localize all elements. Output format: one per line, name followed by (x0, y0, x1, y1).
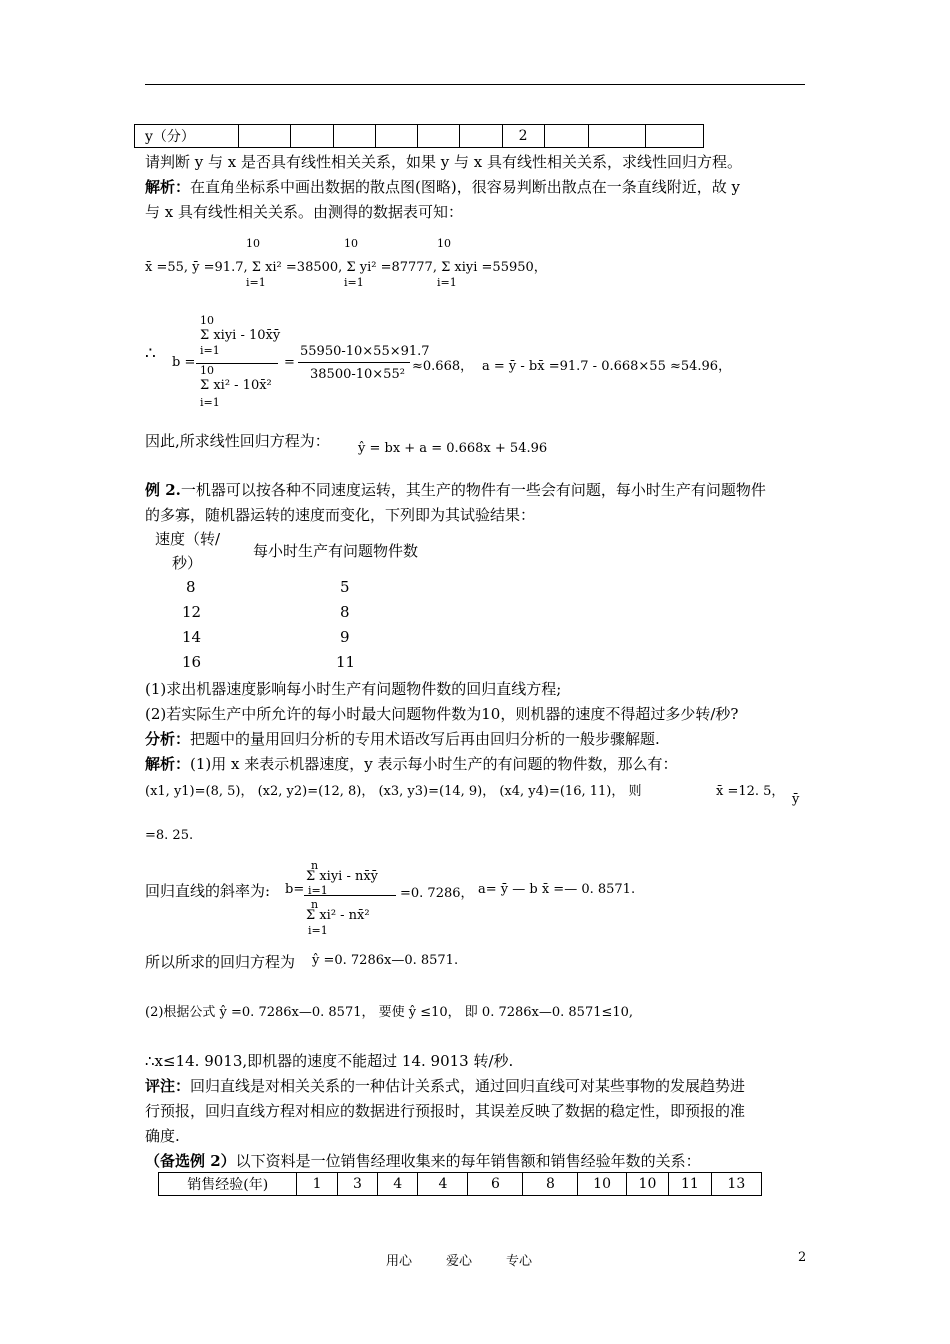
sum-lower-3: i=1 (437, 276, 457, 289)
y-mean-symbol: ȳ (792, 792, 800, 807)
table-cell (459, 125, 502, 148)
comment-line-2: 行预报，回归直线方程对相应的数据进行预报时，其误差反映了数据的稳定性，即预报的准 (145, 1102, 746, 1120)
comment-line-1 (145, 1075, 745, 1096)
b-numerator-value: 55950-10×55×91.7 (300, 344, 430, 359)
sum-lower-1: i=1 (246, 276, 266, 289)
table-row (135, 125, 704, 148)
table-row-label: y（分） (135, 125, 239, 148)
sales-value: 10 (626, 1173, 668, 1196)
analysis-line-1 (145, 176, 740, 197)
sum-upper-1: 10 (246, 237, 260, 250)
backup-example (145, 1150, 701, 1171)
count-value: 5 (340, 578, 350, 596)
sales-value: 4 (378, 1173, 418, 1196)
slope-den-lower: i=1 (308, 924, 328, 937)
b-denominator-value: 38500-10×55² (310, 367, 405, 382)
table-row (159, 1173, 762, 1196)
sum-upper-2: 10 (344, 237, 358, 250)
regression-text: 所以所求的回归方程为 (145, 953, 296, 971)
data-points: (x1, y1)=(8, 5)， (x2, y2)=(12, 8)， (x3, y3)=(14, 9)， (x4, y4)=(16, 11)， 则 (145, 784, 642, 799)
final-answer: ∴x≤14. 9013,即机器的速度不能超过 14. 9013 转/秒. (145, 1052, 514, 1070)
count-value: 11 (336, 653, 356, 671)
header-rule (145, 84, 805, 85)
analysis-text-1: 在直角坐标系中画出数据的散点图(图略)，很容易判断出散点在一条直线附近，故 y (190, 178, 740, 196)
sales-label: 销售经验(年) (159, 1173, 297, 1196)
intercept: a= ȳ — b x̄ =— 0. 8571. (478, 882, 636, 897)
sales-table (158, 1172, 762, 1196)
b-den-lower: i=1 (200, 396, 220, 409)
slope-numerator: Σ xiyi - nx̄ȳ (306, 869, 379, 884)
speed-header-b: 秒） (172, 554, 203, 572)
analysis-line-2: 与 x 具有线性相关关系。由测得的数据表可知： (145, 203, 463, 221)
sales-value: 11 (669, 1173, 711, 1196)
sales-value: 4 (418, 1173, 468, 1196)
table-cell (544, 125, 588, 148)
slope-denominator: Σ xi² - nx̄² (306, 908, 370, 923)
comment-text-1: 回归直线是对相关关系的一种估计关系式，通过回归直线可对某些事物的发展趋势进 (190, 1077, 746, 1095)
x-mean: x̄ =12. 5， (716, 784, 785, 799)
slope-fraction-bar (304, 895, 396, 896)
sum-lower-2: i=1 (344, 276, 364, 289)
table-cell (333, 125, 375, 148)
equals-sign: = (284, 355, 295, 370)
table-cell (588, 125, 646, 148)
comment-label: 评注： (145, 1077, 191, 1095)
solution-2 (145, 753, 678, 774)
slope-value: =0. 7286， (400, 886, 474, 901)
count-value: 8 (340, 603, 350, 621)
slope-num-lower: i=1 (308, 884, 328, 897)
speed-value: 14 (182, 628, 202, 646)
footer-right: 专心 (506, 1254, 533, 1269)
table-cell (417, 125, 459, 148)
speed-header-a: 速度（转/ (155, 530, 221, 548)
example-2-text: 一机器可以按各种不同速度运转，其生产的物件有一些会有问题，每小时生产有问题物件 (180, 481, 766, 499)
speed-value: 8 (186, 578, 196, 596)
example-2-line-2: 的多寡，随机器运转的速度而变化，下列即为其试验结果： (145, 506, 536, 524)
example-2-line-1 (145, 479, 766, 500)
sales-value: 13 (711, 1173, 761, 1196)
question-1: (1)求出机器速度影响每小时生产有问题物件数的回归直线方程; (145, 680, 562, 698)
sales-value: 6 (468, 1173, 523, 1196)
b-num-upper: 10 (200, 314, 214, 327)
backup-text: 以下资料是一位销售经理收集来的每年销售额和销售经验年数的关系： (235, 1152, 701, 1170)
b-approx: ≈0.668， (412, 359, 474, 374)
analysis-2-text: 把题中的量用回归分析的专用术语改写后再由回归分析的一般步骤解题. (190, 730, 660, 748)
example-2-label: 例 2. (145, 481, 181, 499)
speed-value: 12 (182, 603, 202, 621)
top-table (134, 124, 704, 148)
b-num-lower: i=1 (200, 344, 220, 357)
table-cell (375, 125, 417, 148)
backup-label: （备选例 2） (145, 1152, 236, 1170)
table-cell (646, 125, 704, 148)
sales-value: 1 (297, 1173, 337, 1196)
b-denominator: Σ xi² - 10x̄² (200, 378, 272, 393)
stats-line: x̄ =55, ȳ =91.7, Σ xi² =38500, Σ yi² =87777, Σ xiyi =55950， (145, 260, 547, 275)
count-value: 9 (340, 628, 350, 646)
sales-value: 3 (337, 1173, 377, 1196)
table-cell: 2 (502, 125, 544, 148)
b-den-upper: 10 (200, 364, 214, 377)
analysis-2-label: 分析： (145, 730, 191, 748)
comment-line-3: 确度. (145, 1127, 180, 1145)
b-value-fraction-bar (298, 362, 410, 363)
footer-left: 用心 (386, 1254, 413, 1269)
conclusion-equation: ŷ = bx + a = 0.668x + 54.96 (358, 441, 548, 456)
count-header: 每小时生产有问题物件数 (253, 542, 419, 560)
y-mean-value: =8. 25. (145, 828, 194, 843)
b-numerator: Σ xiyi - 10x̄ȳ (200, 328, 281, 343)
slope-num-upper: n (311, 859, 319, 872)
table-cell (238, 125, 290, 148)
sum-upper-3: 10 (437, 237, 451, 250)
question-paragraph: 请判断 y 与 x 是否具有线性相关关系，如果 y 与 x 具有线性相关关系，求线性回归方程。 (145, 153, 743, 171)
solution-2-label: 解析： (145, 755, 191, 773)
slope-b: b= (285, 882, 305, 897)
sales-value: 8 (523, 1173, 578, 1196)
analysis-label: 解析： (145, 178, 191, 196)
question-2: (2)若实际生产中所允许的每小时最大问题物件数为10，则机器的速度不得超过多少转/秒? (145, 705, 739, 723)
analysis-2 (145, 728, 660, 749)
slope-den-upper: n (311, 898, 319, 911)
solution-2-text: (1)用 x 来表示机器速度，y 表示每小时生产的有问题的物件数，那么有： (190, 755, 678, 773)
footer-mid: 爱心 (446, 1254, 473, 1269)
b-lhs: b = (172, 355, 196, 370)
page-number: 2 (798, 1250, 807, 1265)
part-2-text: (2)根据公式 ŷ =0. 7286x—0. 8571， 要使 ŷ ≤10， 即 0. 7286x—0. 8571≤10, (145, 1005, 634, 1020)
therefore-symbol: ∴ (145, 344, 156, 364)
table-cell (290, 125, 333, 148)
conclusion-text: 因此,所求线性回归方程为： (145, 432, 330, 450)
a-expression: a = ȳ - bx̄ =91.7 - 0.668×55 ≈54.96， (482, 359, 732, 374)
regression-equation: ŷ =0. 7286x—0. 8571. (312, 953, 459, 968)
speed-value: 16 (182, 653, 202, 671)
slope-text: 回归直线的斜率为: (145, 882, 271, 900)
sales-value: 10 (578, 1173, 626, 1196)
